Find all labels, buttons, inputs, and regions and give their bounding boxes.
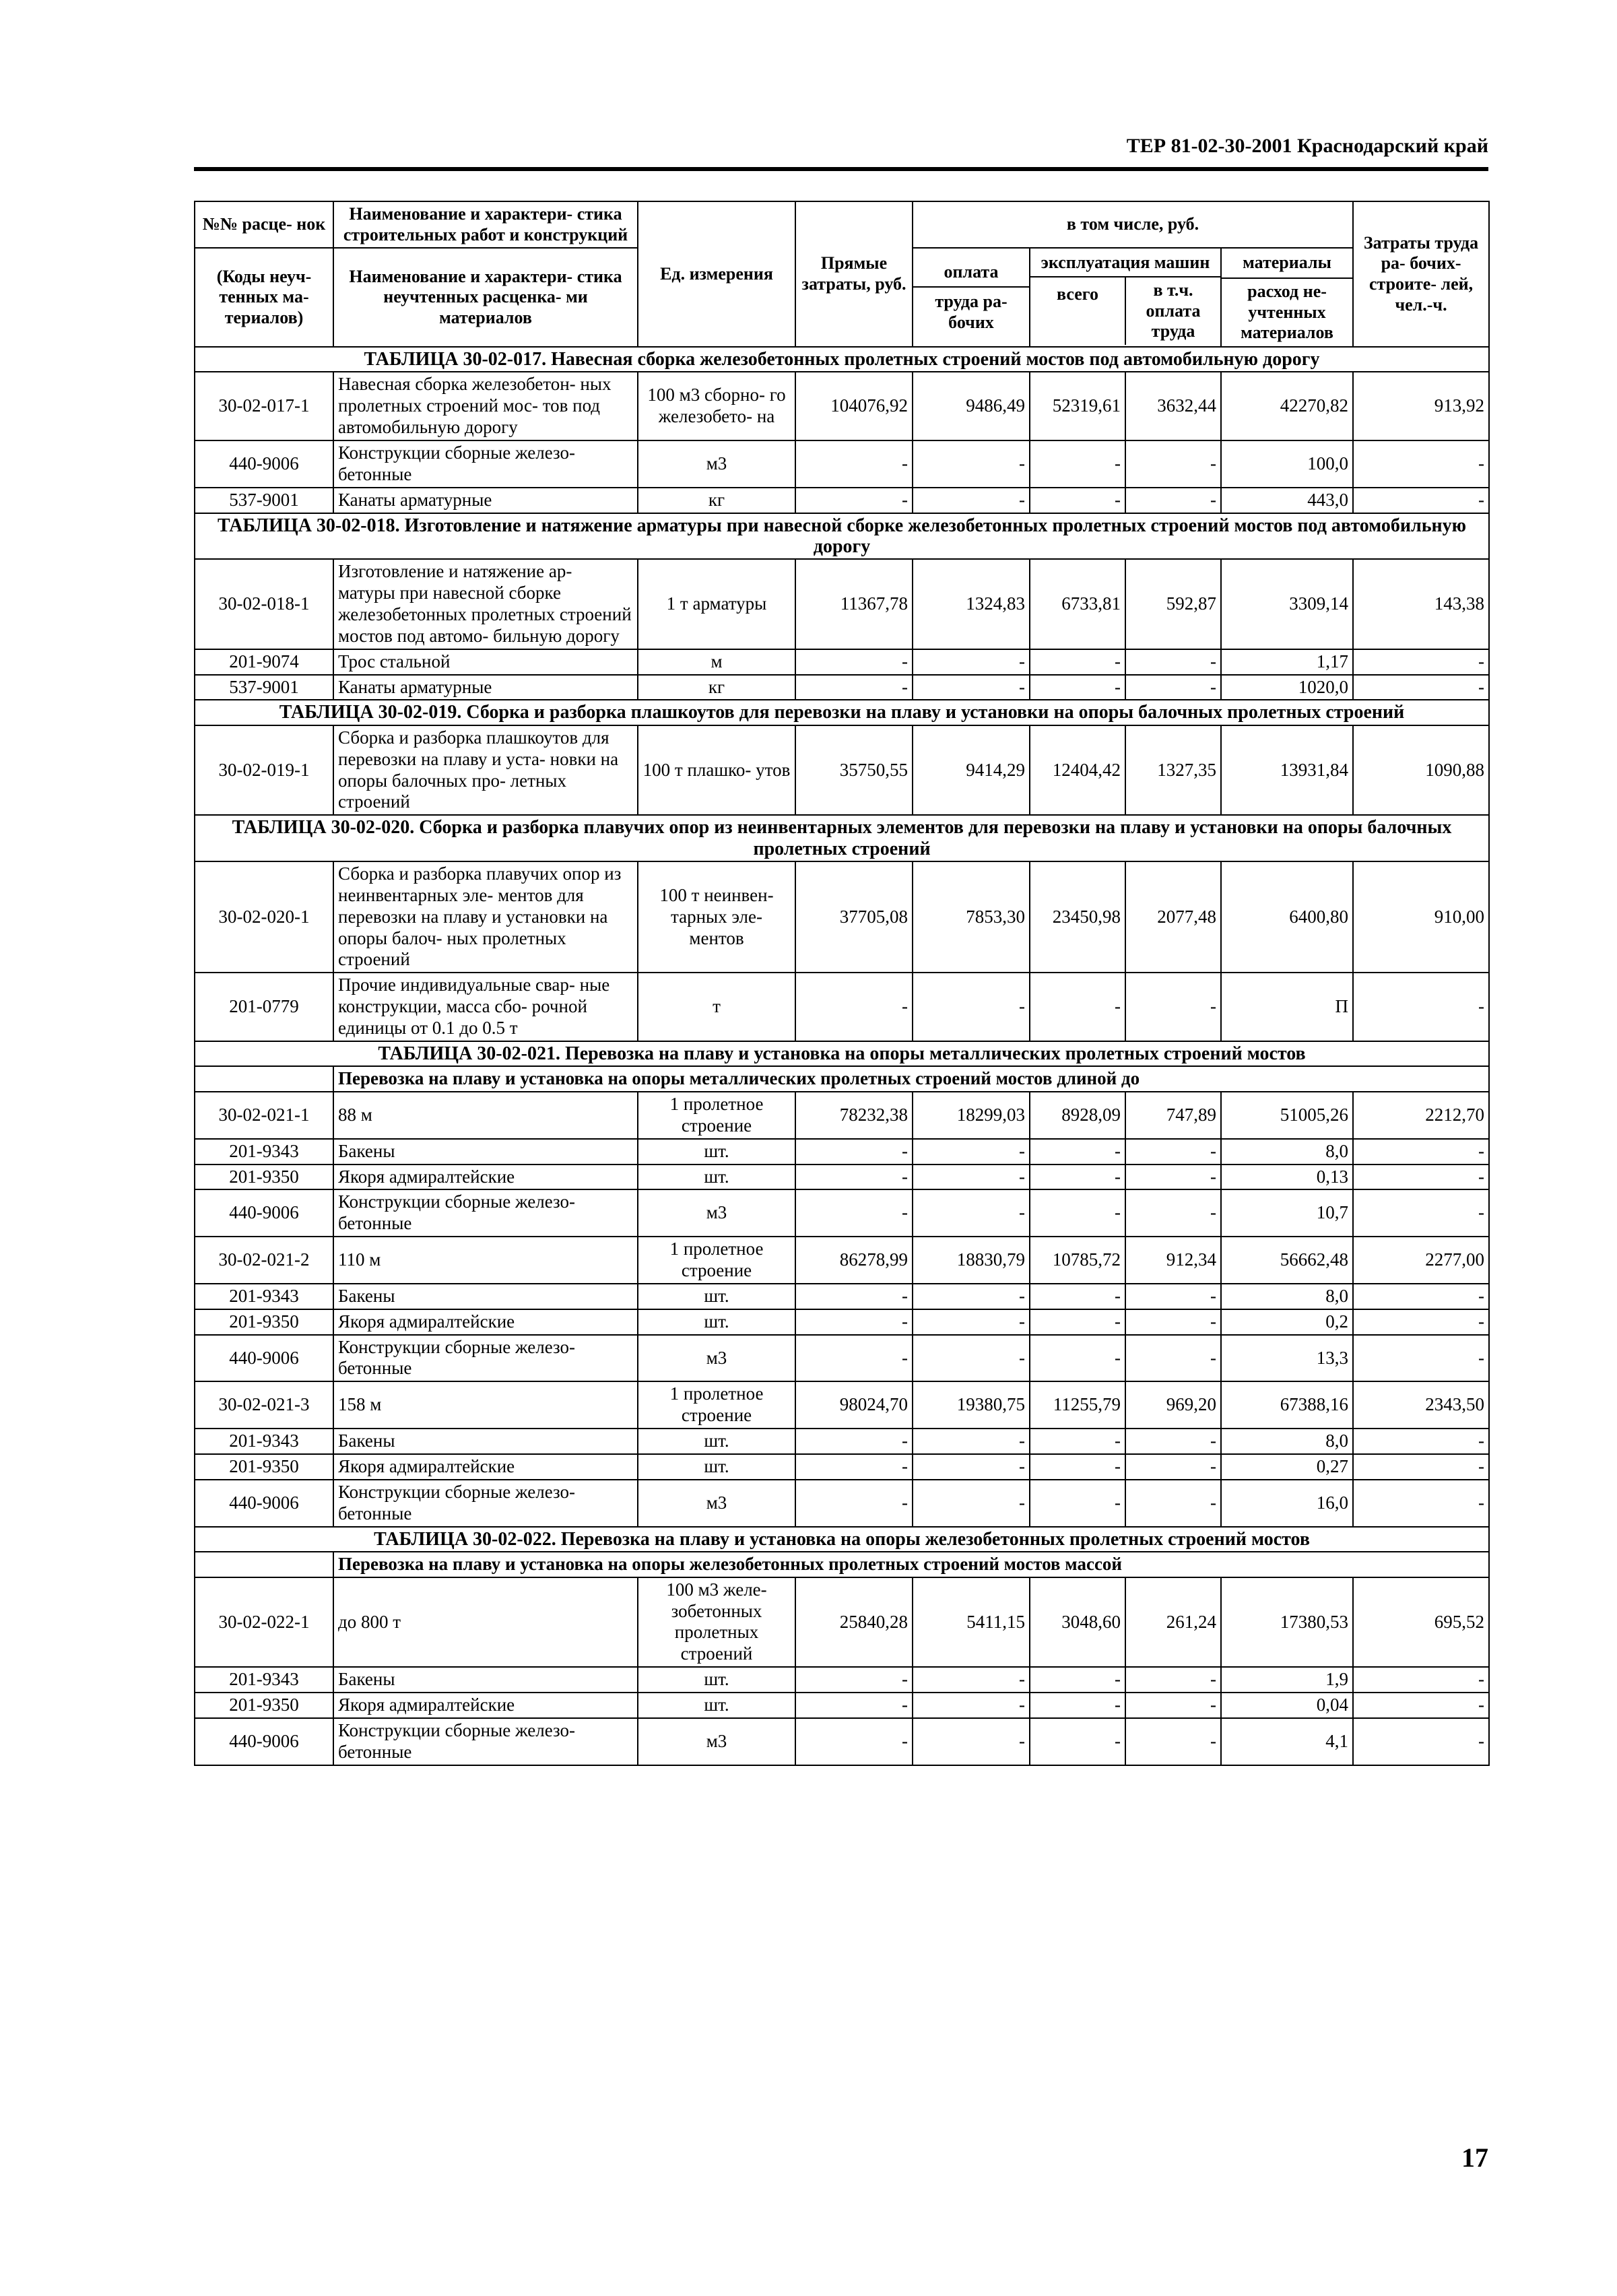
row-unit: кг bbox=[638, 488, 795, 513]
rate-row bbox=[195, 559, 1489, 649]
material-row bbox=[195, 1165, 1489, 1190]
row-code: 201-9343 bbox=[195, 1139, 333, 1165]
row-unit: 100 т плашко- утов bbox=[638, 725, 795, 815]
material-row bbox=[195, 1335, 1489, 1382]
row-labor-cost: - bbox=[1353, 1429, 1489, 1454]
rate-row bbox=[195, 1237, 1489, 1284]
row-direct-cost: 78232,38 bbox=[795, 1092, 913, 1139]
material-row bbox=[195, 1454, 1489, 1480]
row-machine-cost: - bbox=[1030, 440, 1125, 488]
row-unit: 1 пролетное строение bbox=[638, 1092, 795, 1139]
row-code: 440-9006 bbox=[195, 1480, 333, 1527]
row-machine-cost: - bbox=[1030, 675, 1125, 700]
rate-row bbox=[195, 861, 1489, 973]
row-machine-cost: - bbox=[1030, 1480, 1125, 1527]
material-row bbox=[195, 1309, 1489, 1335]
row-machine-wage: 261,24 bbox=[1125, 1577, 1221, 1667]
row-direct-cost: - bbox=[795, 1309, 913, 1335]
material-row bbox=[195, 1667, 1489, 1693]
row-worker-wage: 9414,29 bbox=[913, 725, 1030, 815]
row-machine-cost: - bbox=[1030, 1667, 1125, 1693]
row-unit: м bbox=[638, 649, 795, 675]
row-code: 201-9343 bbox=[195, 1429, 333, 1454]
material-row bbox=[195, 675, 1489, 700]
row-machine-wage: - bbox=[1125, 1454, 1221, 1480]
page-number: 17 bbox=[1461, 2142, 1488, 2173]
row-worker-wage: 9486,49 bbox=[913, 372, 1030, 440]
row-name: Сборка и разборка плавучих опор из неинвентарных эле- ментов для перевозки на плаву и установки на опоры балоч- ных пролетных строений bbox=[333, 861, 638, 973]
row-code: 201-9350 bbox=[195, 1454, 333, 1480]
col-mat-unaccounted: расход не- учтенных материалов bbox=[1241, 282, 1333, 343]
material-row bbox=[195, 1480, 1489, 1527]
section-title: ТАБЛИЦА 30-02-020. Сборка и разборка плавучих опор из неинвентарных элементов для перевозки на плаву и установки на опоры балочных пролетных строений bbox=[195, 815, 1489, 861]
row-unit: 100 м3 сборно- го железобето- на bbox=[638, 372, 795, 440]
row-materials: 16,0 bbox=[1221, 1480, 1353, 1527]
row-name: Бакены bbox=[333, 1667, 638, 1693]
row-labor-cost: - bbox=[1353, 1693, 1489, 1718]
row-machine-cost: 3048,60 bbox=[1030, 1577, 1125, 1667]
document-header: ТЕР 81-02-30-2001 Краснодарский край bbox=[1126, 135, 1488, 157]
row-labor-cost: 695,52 bbox=[1353, 1577, 1489, 1667]
row-code: 201-9074 bbox=[195, 649, 333, 675]
row-worker-wage: 1324,83 bbox=[913, 559, 1030, 649]
row-machine-cost: - bbox=[1030, 1189, 1125, 1237]
row-name: 88 м bbox=[333, 1092, 638, 1139]
row-worker-wage: 19380,75 bbox=[913, 1381, 1030, 1429]
price-table bbox=[194, 201, 1490, 1766]
row-name: Якоря адмиралтейские bbox=[333, 1309, 638, 1335]
row-direct-cost: - bbox=[795, 440, 913, 488]
row-machine-wage: - bbox=[1125, 1429, 1221, 1454]
material-row bbox=[195, 973, 1489, 1041]
row-direct-cost: - bbox=[795, 1284, 913, 1309]
row-machine-wage: - bbox=[1125, 1189, 1221, 1237]
row-name: Бакены bbox=[333, 1284, 638, 1309]
row-direct-cost: 98024,70 bbox=[795, 1381, 913, 1429]
row-machine-wage: - bbox=[1125, 440, 1221, 488]
row-machine-wage: 969,20 bbox=[1125, 1381, 1221, 1429]
row-name: 158 м bbox=[333, 1381, 638, 1429]
row-direct-cost: - bbox=[795, 649, 913, 675]
row-labor-cost: - bbox=[1353, 440, 1489, 488]
row-materials: П bbox=[1221, 973, 1353, 1041]
row-labor-cost: - bbox=[1353, 1139, 1489, 1165]
material-row bbox=[195, 1693, 1489, 1718]
row-materials: 8,0 bbox=[1221, 1284, 1353, 1309]
row-code: 30-02-021-3 bbox=[195, 1381, 333, 1429]
row-materials: 42270,82 bbox=[1221, 372, 1353, 440]
row-worker-wage: - bbox=[913, 1309, 1030, 1335]
row-code: 537-9001 bbox=[195, 675, 333, 700]
row-worker-wage: - bbox=[913, 649, 1030, 675]
row-materials: 3309,14 bbox=[1221, 559, 1353, 649]
row-machine-cost: - bbox=[1030, 1718, 1125, 1765]
col-direct: Прямые затраты, руб. bbox=[795, 201, 913, 347]
row-machine-cost: - bbox=[1030, 1309, 1125, 1335]
row-worker-wage: - bbox=[913, 1139, 1030, 1165]
row-worker-wage: - bbox=[913, 1667, 1030, 1693]
rate-row bbox=[195, 372, 1489, 440]
row-machine-wage: - bbox=[1125, 1165, 1221, 1190]
row-materials: 0,13 bbox=[1221, 1165, 1353, 1190]
row-name: до 800 т bbox=[333, 1577, 638, 1667]
row-materials: 1,17 bbox=[1221, 649, 1353, 675]
row-unit: 1 пролетное строение bbox=[638, 1381, 795, 1429]
row-labor-cost: - bbox=[1353, 1667, 1489, 1693]
row-machine-wage: - bbox=[1125, 675, 1221, 700]
row-code: 201-0779 bbox=[195, 973, 333, 1041]
row-labor-cost: - bbox=[1353, 1189, 1489, 1237]
row-name: Навесная сборка железобетон- ных пролетных строений мос- тов под автомобильную дорогу bbox=[333, 372, 638, 440]
row-labor-cost: - bbox=[1353, 1165, 1489, 1190]
row-worker-wage: - bbox=[913, 675, 1030, 700]
material-row bbox=[195, 1718, 1489, 1765]
row-unit: 1 т арматуры bbox=[638, 559, 795, 649]
col-unit: Ед. измерения bbox=[638, 201, 795, 347]
row-name: Конструкции сборные железо- бетонные bbox=[333, 1718, 638, 1765]
row-direct-cost: 37705,08 bbox=[795, 861, 913, 973]
row-code: 30-02-017-1 bbox=[195, 372, 333, 440]
section-title: ТАБЛИЦА 30-02-019. Сборка и разборка плашкоутов для перевозки на плаву и установки на опоры балочных пролетных строений bbox=[195, 700, 1489, 725]
row-machine-wage: - bbox=[1125, 488, 1221, 513]
row-materials: 67388,16 bbox=[1221, 1381, 1353, 1429]
col-materials bbox=[1221, 248, 1353, 347]
row-code: 30-02-022-1 bbox=[195, 1577, 333, 1667]
col-incl: в том числе, руб. bbox=[913, 201, 1353, 248]
row-machine-wage: - bbox=[1125, 1284, 1221, 1309]
row-unit: шт. bbox=[638, 1667, 795, 1693]
row-name: Конструкции сборные железо- бетонные bbox=[333, 440, 638, 488]
col-name-bottom: Наименование и характери- стика неучтенных расценка- ми материалов bbox=[333, 248, 638, 347]
material-row bbox=[195, 1189, 1489, 1237]
row-code: 440-9006 bbox=[195, 1189, 333, 1237]
row-unit: шт. bbox=[638, 1284, 795, 1309]
row-materials: 8,0 bbox=[1221, 1139, 1353, 1165]
row-direct-cost: - bbox=[795, 488, 913, 513]
row-materials: 1,9 bbox=[1221, 1667, 1353, 1693]
row-code: 440-9006 bbox=[195, 1718, 333, 1765]
table-section-row bbox=[195, 513, 1489, 560]
col-code-bottom: (Коды неуч- тенных ма- териалов) bbox=[195, 248, 333, 347]
row-code: 440-9006 bbox=[195, 440, 333, 488]
material-row bbox=[195, 1284, 1489, 1309]
row-machine-cost: - bbox=[1030, 1429, 1125, 1454]
row-labor-cost: - bbox=[1353, 1454, 1489, 1480]
row-unit: 100 м3 желе- зобетонных пролетных строений bbox=[638, 1577, 795, 1667]
row-name: Прочие индивидуальные свар- ные конструкции, масса сбо- рочной единицы от 0.1 до 0.5 т bbox=[333, 973, 638, 1041]
col-labor: Затраты труда ра- бочих- строите- лей, чел.-ч. bbox=[1353, 201, 1489, 347]
row-materials: 100,0 bbox=[1221, 440, 1353, 488]
row-name: Якоря адмиралтейские bbox=[333, 1454, 638, 1480]
row-machine-cost: - bbox=[1030, 649, 1125, 675]
table-subsection-row bbox=[195, 1552, 1489, 1577]
table-section-row bbox=[195, 815, 1489, 861]
row-machine-wage: - bbox=[1125, 1335, 1221, 1382]
row-worker-wage: - bbox=[913, 1165, 1030, 1190]
row-unit: м3 bbox=[638, 1718, 795, 1765]
row-code: 30-02-021-1 bbox=[195, 1092, 333, 1139]
row-code: 201-9343 bbox=[195, 1667, 333, 1693]
row-machine-wage: 592,87 bbox=[1125, 559, 1221, 649]
row-name: Якоря адмиралтейские bbox=[333, 1693, 638, 1718]
row-name: Конструкции сборные железо- бетонные bbox=[333, 1189, 638, 1237]
rate-row bbox=[195, 1092, 1489, 1139]
section-title: ТАБЛИЦА 30-02-022. Перевозка на плаву и установка на опоры железобетонных пролетных строений мостов bbox=[195, 1527, 1489, 1552]
row-unit: м3 bbox=[638, 1335, 795, 1382]
row-unit: кг bbox=[638, 675, 795, 700]
subsection-title: Перевозка на плаву и установка на опоры металлических пролетных строений мостов длиной до bbox=[333, 1066, 1489, 1092]
row-worker-wage: - bbox=[913, 1335, 1030, 1382]
row-direct-cost: 86278,99 bbox=[795, 1237, 913, 1284]
rate-row bbox=[195, 1381, 1489, 1429]
row-direct-cost: - bbox=[795, 973, 913, 1041]
col-machines-label: эксплуатация машин bbox=[1030, 250, 1220, 277]
row-materials: 1020,0 bbox=[1221, 675, 1353, 700]
row-name: 110 м bbox=[333, 1237, 638, 1284]
row-worker-wage: - bbox=[913, 1189, 1030, 1237]
row-labor-cost: 2212,70 bbox=[1353, 1092, 1489, 1139]
row-worker-wage: 18830,79 bbox=[913, 1237, 1030, 1284]
row-direct-cost: - bbox=[795, 1454, 913, 1480]
row-code: 537-9001 bbox=[195, 488, 333, 513]
row-machine-cost: - bbox=[1030, 1335, 1125, 1382]
row-direct-cost: - bbox=[795, 1693, 913, 1718]
row-unit: 1 пролетное строение bbox=[638, 1237, 795, 1284]
section-title: ТАБЛИЦА 30-02-018. Изготовление и натяжение арматуры при навесной сборке железобетонных пролетных строений мостов под автомобильную дорогу bbox=[195, 513, 1489, 560]
row-machine-wage: - bbox=[1125, 1718, 1221, 1765]
row-direct-cost: - bbox=[795, 1718, 913, 1765]
row-machine-cost: 11255,79 bbox=[1030, 1381, 1125, 1429]
row-machine-cost: - bbox=[1030, 1139, 1125, 1165]
row-code: 30-02-018-1 bbox=[195, 559, 333, 649]
row-machine-wage: - bbox=[1125, 1667, 1221, 1693]
col-mach-total: всего bbox=[1030, 277, 1126, 345]
material-row bbox=[195, 1139, 1489, 1165]
row-machine-cost: - bbox=[1030, 488, 1125, 513]
row-worker-wage: - bbox=[913, 1454, 1030, 1480]
material-row bbox=[195, 488, 1489, 513]
row-name: Якоря адмиралтейские bbox=[333, 1165, 638, 1190]
row-machine-cost: - bbox=[1030, 973, 1125, 1041]
row-labor-cost: - bbox=[1353, 649, 1489, 675]
row-name: Изготовление и натяжение ар- матуры при навесной сборке железобетонных пролетных строений мостов под автомо- бильную дорогу bbox=[333, 559, 638, 649]
row-labor-cost: - bbox=[1353, 1480, 1489, 1527]
row-machine-wage: 1327,35 bbox=[1125, 725, 1221, 815]
row-materials: 443,0 bbox=[1221, 488, 1353, 513]
row-worker-wage: - bbox=[913, 1284, 1030, 1309]
row-machine-wage: - bbox=[1125, 1693, 1221, 1718]
subsection-spacer bbox=[195, 1066, 333, 1092]
row-machine-wage: 3632,44 bbox=[1125, 372, 1221, 440]
row-machine-wage: - bbox=[1125, 1139, 1221, 1165]
header-rule bbox=[194, 167, 1488, 171]
row-direct-cost: - bbox=[795, 1667, 913, 1693]
row-unit: м3 bbox=[638, 440, 795, 488]
row-labor-cost: - bbox=[1353, 1335, 1489, 1382]
material-row bbox=[195, 1429, 1489, 1454]
row-code: 30-02-019-1 bbox=[195, 725, 333, 815]
row-unit: шт. bbox=[638, 1429, 795, 1454]
table-section-row bbox=[195, 347, 1489, 372]
row-worker-wage: 18299,03 bbox=[913, 1092, 1030, 1139]
row-name: Канаты арматурные bbox=[333, 675, 638, 700]
row-machine-wage: 747,89 bbox=[1125, 1092, 1221, 1139]
rate-row bbox=[195, 1577, 1489, 1667]
section-title: ТАБЛИЦА 30-02-021. Перевозка на плаву и установка на опоры металлических пролетных строений мостов bbox=[195, 1041, 1489, 1066]
row-labor-cost: - bbox=[1353, 1284, 1489, 1309]
row-materials: 13,3 bbox=[1221, 1335, 1353, 1382]
row-labor-cost: - bbox=[1353, 1718, 1489, 1765]
table-section-row bbox=[195, 700, 1489, 725]
row-direct-cost: 104076,92 bbox=[795, 372, 913, 440]
row-machine-cost: - bbox=[1030, 1165, 1125, 1190]
row-direct-cost: - bbox=[795, 675, 913, 700]
table-section-row bbox=[195, 1527, 1489, 1552]
row-direct-cost: - bbox=[795, 1480, 913, 1527]
row-direct-cost: 35750,55 bbox=[795, 725, 913, 815]
row-code: 201-9350 bbox=[195, 1693, 333, 1718]
row-machine-wage: 912,34 bbox=[1125, 1237, 1221, 1284]
row-machine-cost: - bbox=[1030, 1284, 1125, 1309]
row-name: Бакены bbox=[333, 1139, 638, 1165]
row-direct-cost: 25840,28 bbox=[795, 1577, 913, 1667]
row-worker-wage: - bbox=[913, 1718, 1030, 1765]
row-unit: шт. bbox=[638, 1165, 795, 1190]
rate-row bbox=[195, 725, 1489, 815]
row-unit: шт. bbox=[638, 1139, 795, 1165]
row-machine-wage: - bbox=[1125, 973, 1221, 1041]
material-row bbox=[195, 440, 1489, 488]
row-code: 201-9350 bbox=[195, 1309, 333, 1335]
row-machine-cost: 12404,42 bbox=[1030, 725, 1125, 815]
row-unit: м3 bbox=[638, 1189, 795, 1237]
subsection-title: Перевозка на плаву и установка на опоры железобетонных пролетных строений мостов массой bbox=[333, 1552, 1489, 1577]
row-worker-wage: 7853,30 bbox=[913, 861, 1030, 973]
row-unit: шт. bbox=[638, 1454, 795, 1480]
row-direct-cost: - bbox=[795, 1429, 913, 1454]
row-labor-cost: 143,38 bbox=[1353, 559, 1489, 649]
row-code: 30-02-020-1 bbox=[195, 861, 333, 973]
row-worker-wage: - bbox=[913, 1480, 1030, 1527]
row-materials: 8,0 bbox=[1221, 1429, 1353, 1454]
row-name: Конструкции сборные железо- бетонные bbox=[333, 1480, 638, 1527]
row-labor-cost: 913,92 bbox=[1353, 372, 1489, 440]
row-worker-wage: 5411,15 bbox=[913, 1577, 1030, 1667]
row-unit: т bbox=[638, 973, 795, 1041]
row-labor-cost: 2343,50 bbox=[1353, 1381, 1489, 1429]
row-machine-cost: 8928,09 bbox=[1030, 1092, 1125, 1139]
row-materials: 10,7 bbox=[1221, 1189, 1353, 1237]
row-worker-wage: - bbox=[913, 973, 1030, 1041]
row-labor-cost: - bbox=[1353, 973, 1489, 1041]
row-name: Конструкции сборные железо- бетонные bbox=[333, 1335, 638, 1382]
row-direct-cost: - bbox=[795, 1189, 913, 1237]
col-wage bbox=[913, 248, 1030, 347]
row-machine-wage: - bbox=[1125, 1480, 1221, 1527]
col-machines bbox=[1030, 248, 1221, 347]
material-row bbox=[195, 649, 1489, 675]
row-materials: 17380,53 bbox=[1221, 1577, 1353, 1667]
row-labor-cost: 1090,88 bbox=[1353, 725, 1489, 815]
section-title: ТАБЛИЦА 30-02-017. Навесная сборка железобетонных пролетных строений мостов под автомобильную дорогу bbox=[195, 347, 1489, 372]
row-machine-cost: 52319,61 bbox=[1030, 372, 1125, 440]
row-worker-wage: - bbox=[913, 440, 1030, 488]
row-name: Канаты арматурные bbox=[333, 488, 638, 513]
row-unit: 100 т неинвен- тарных эле- ментов bbox=[638, 861, 795, 973]
row-materials: 4,1 bbox=[1221, 1718, 1353, 1765]
col-wage-bottom: труда ра- бочих bbox=[935, 292, 1008, 333]
row-code: 30-02-021-2 bbox=[195, 1237, 333, 1284]
row-labor-cost: - bbox=[1353, 675, 1489, 700]
row-machine-wage: - bbox=[1125, 649, 1221, 675]
table-subsection-row bbox=[195, 1066, 1489, 1092]
subsection-spacer bbox=[195, 1552, 333, 1577]
col-code-top: №№ расце- нок bbox=[195, 201, 333, 248]
row-machine-wage: 2077,48 bbox=[1125, 861, 1221, 973]
row-materials: 51005,26 bbox=[1221, 1092, 1353, 1139]
col-name-top: Наименование и характери- стика строительных работ и конструкций bbox=[333, 201, 638, 248]
row-unit: шт. bbox=[638, 1309, 795, 1335]
row-labor-cost: - bbox=[1353, 488, 1489, 513]
row-unit: м3 bbox=[638, 1480, 795, 1527]
row-direct-cost: 11367,78 bbox=[795, 559, 913, 649]
row-materials: 0,2 bbox=[1221, 1309, 1353, 1335]
row-machine-cost: - bbox=[1030, 1693, 1125, 1718]
row-materials: 0,04 bbox=[1221, 1693, 1353, 1718]
row-direct-cost: - bbox=[795, 1139, 913, 1165]
col-materials-label: материалы bbox=[1222, 249, 1352, 279]
row-labor-cost: - bbox=[1353, 1309, 1489, 1335]
row-machine-cost: - bbox=[1030, 1454, 1125, 1480]
row-machine-cost: 10785,72 bbox=[1030, 1237, 1125, 1284]
row-materials: 56662,48 bbox=[1221, 1237, 1353, 1284]
row-labor-cost: 910,00 bbox=[1353, 861, 1489, 973]
row-worker-wage: - bbox=[913, 488, 1030, 513]
table-section-row bbox=[195, 1041, 1489, 1066]
row-code: 440-9006 bbox=[195, 1335, 333, 1382]
table-body bbox=[195, 347, 1489, 1765]
row-direct-cost: - bbox=[795, 1165, 913, 1190]
col-mach-wage: в т.ч. оплата труда bbox=[1146, 280, 1201, 341]
row-materials: 13931,84 bbox=[1221, 725, 1353, 815]
col-wage-top: оплата bbox=[913, 258, 1029, 288]
row-name: Трос стальной bbox=[333, 649, 638, 675]
row-worker-wage: - bbox=[913, 1693, 1030, 1718]
row-machine-cost: 6733,81 bbox=[1030, 559, 1125, 649]
row-name: Сборка и разборка плашкоутов для перевозки на плаву и уста- новки на опоры балочных про- летных строений bbox=[333, 725, 638, 815]
row-worker-wage: - bbox=[913, 1429, 1030, 1454]
row-labor-cost: 2277,00 bbox=[1353, 1237, 1489, 1284]
row-materials: 0,27 bbox=[1221, 1454, 1353, 1480]
row-name: Бакены bbox=[333, 1429, 638, 1454]
row-unit: шт. bbox=[638, 1693, 795, 1718]
row-machine-wage: - bbox=[1125, 1309, 1221, 1335]
row-machine-cost: 23450,98 bbox=[1030, 861, 1125, 973]
row-code: 201-9343 bbox=[195, 1284, 333, 1309]
row-code: 201-9350 bbox=[195, 1165, 333, 1190]
row-direct-cost: - bbox=[795, 1335, 913, 1382]
row-materials: 6400,80 bbox=[1221, 861, 1353, 973]
